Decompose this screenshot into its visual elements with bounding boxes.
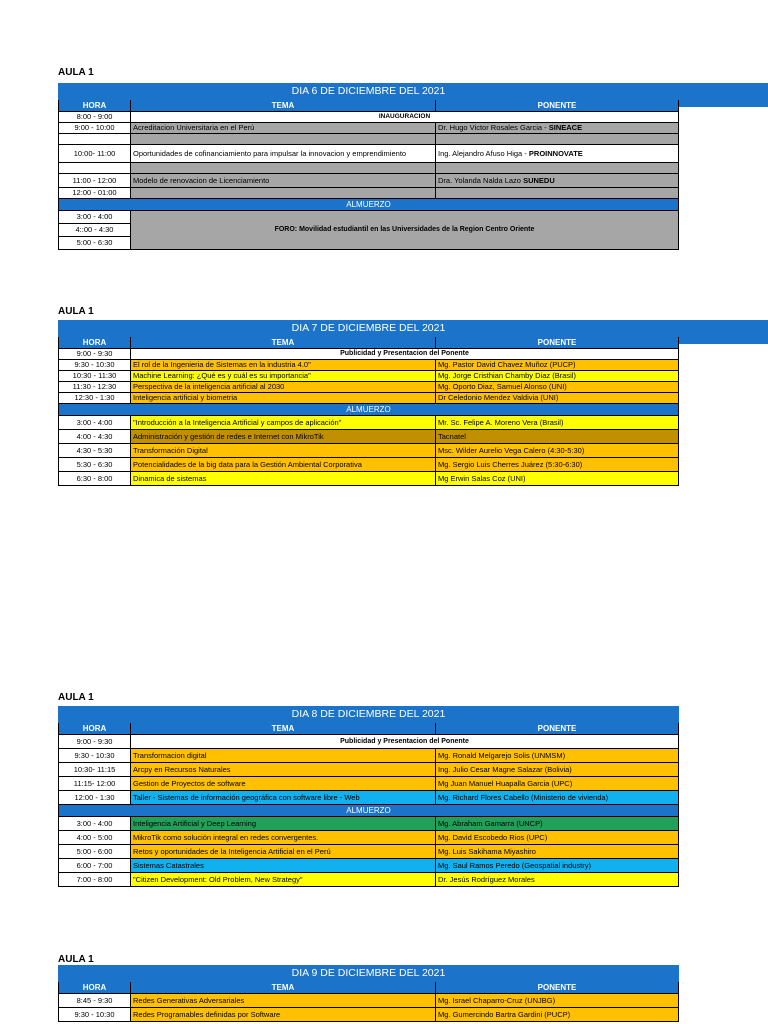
tema-cell: Publicidad y Presentacion del Ponente xyxy=(131,349,679,360)
table-row xyxy=(59,994,679,1008)
schedule-day-9 xyxy=(58,965,678,1022)
hora-cell: 11:00 - 12:00 xyxy=(59,174,131,188)
tema-cell: INAUGURACION xyxy=(131,112,679,123)
col-hora: HORA xyxy=(59,723,131,735)
col-ponente: PONENTE xyxy=(436,100,679,112)
ponente-cell: Dr. Hugo Victor Rosales Garcia - SINEACE xyxy=(436,123,679,134)
col-tema: TEMA xyxy=(131,982,436,994)
ponente-cell: Mg. Abraham Gamarra (UNCP) xyxy=(436,817,679,831)
table-row xyxy=(59,382,679,393)
hora-cell: 9:30 - 10:30 xyxy=(59,749,131,763)
ponente-cell: Tacnatel xyxy=(436,430,679,444)
header-extension-bar xyxy=(678,83,768,107)
table-row xyxy=(59,163,679,174)
hora-cell: 10:30 - 11:30 xyxy=(59,371,131,382)
col-ponente: PONENTE xyxy=(436,337,679,349)
table-row xyxy=(59,458,679,472)
ponente-cell: Ing. Julio Cesar Magne Salazar (Bolivia) xyxy=(436,763,679,777)
hora-cell: 4:30 - 5:30 xyxy=(59,444,131,458)
hora-cell: 5:30 - 6:30 xyxy=(59,458,131,472)
hora-cell: 9:00 - 9:30 xyxy=(59,349,131,360)
table-row xyxy=(59,430,679,444)
aula-label: AULA 1 xyxy=(58,306,94,317)
col-tema: TEMA xyxy=(131,723,436,735)
hora-cell: 10:30- 11:15 xyxy=(59,763,131,777)
table-row xyxy=(59,444,679,458)
table-row xyxy=(59,859,679,873)
hora-cell: 3:00 - 4:00 xyxy=(59,416,131,430)
hora-cell: 4::00 - 4:30 xyxy=(59,224,131,237)
day-title: DIA 6 DE DICIEMBRE DEL 2021 xyxy=(59,84,679,100)
ponente-cell: Mg. Israel Chaparro-Cruz (UNJBG) xyxy=(436,994,679,1008)
ponente-cell: Mg. Sergio Luis Cherres Juárez (5:30-6:30) xyxy=(436,458,679,472)
ponente-cell: Msc. Wilder Aurelio Vega Calero (4:30-5:30) xyxy=(436,444,679,458)
tema-cell: MikroTik como solución integral en redes convergentes. xyxy=(131,831,436,845)
ponente-cell: Mg. Pastor David Chavez Muñoz (PUCP) xyxy=(436,360,679,371)
hora-cell: 9:00 - 9:30 xyxy=(59,735,131,749)
tema-cell: Publicidad y Presentacion del Ponente xyxy=(131,735,679,749)
hora-cell: 11:30 - 12:30 xyxy=(59,382,131,393)
tema-cell: Gestion de Proyectos de software xyxy=(131,777,436,791)
ponente-cell: Mg. Richard Flores Cabello (Ministerio de vivienda) xyxy=(436,791,679,805)
col-tema: TEMA xyxy=(131,337,436,349)
col-tema: TEMA xyxy=(131,100,436,112)
lunch-row: ALMUERZO xyxy=(59,199,679,211)
tema-cell: Administración y gestión de redes e Internet con MikroTik xyxy=(131,430,436,444)
table-row xyxy=(59,112,679,123)
hora-cell: 12:00 - 1:30 xyxy=(59,791,131,805)
table-row xyxy=(59,416,679,430)
table-row xyxy=(59,211,679,224)
tema-cell: Inteligencia artificial y biometria xyxy=(131,393,436,404)
col-hora: HORA xyxy=(59,982,131,994)
hora-cell: 5:00 - 6:30 xyxy=(59,237,131,250)
hora-cell: 8:45 - 9:30 xyxy=(59,994,131,1008)
table-row xyxy=(59,188,679,199)
table-row xyxy=(59,371,679,382)
ponente-cell: Mg. Gumercindo Bartra Gardini (PUCP) xyxy=(436,1008,679,1022)
ponente-cell: Mg. David Escobedo Rios (UPC) xyxy=(436,831,679,845)
tema-cell: Modelo de renovacion de Licenciamiento xyxy=(131,174,436,188)
ponente-cell: Mr. Sc. Felipe A. Moreno Vera (Brasil) xyxy=(436,416,679,430)
table-row xyxy=(59,472,679,486)
col-hora: HORA xyxy=(59,100,131,112)
day-title: DIA 8 DE DICIEMBRE DEL 2021 xyxy=(59,707,679,723)
table-row xyxy=(59,360,679,371)
ponente-cell: Ing. Alejandro Afuso Higa - PROINNOVATE xyxy=(436,145,679,163)
aula-label: AULA 1 xyxy=(58,954,94,965)
ponente-cell: Dra. Yolanda Nalda Lazo SUNEDU xyxy=(436,174,679,188)
schedule-day-8 xyxy=(58,706,678,887)
table-row xyxy=(59,763,679,777)
table-row xyxy=(59,791,679,805)
ponente-cell: Mg. Jorge Cristhian Chamby Diaz (Brasil) xyxy=(436,371,679,382)
table-row xyxy=(59,393,679,404)
tema-cell: Redes Generativas Adversariales xyxy=(131,994,436,1008)
hora-cell: 8:00 - 9:00 xyxy=(59,112,131,123)
tema-cell: Potencialidades de la big data para la Gestión Ambiental Corporativa xyxy=(131,458,436,472)
ponente-cell: Mg. Ronald Melgarejo Solis (UNMSM) xyxy=(436,749,679,763)
foro-cell: FORO: Movilidad estudiantil en las Universidades de la Region Centro Oriente xyxy=(131,211,679,250)
hora-cell: 11:15- 12:00 xyxy=(59,777,131,791)
tema-cell: "Citizen Development: Old Problem, New Strategy" xyxy=(131,873,436,887)
hora-cell: 4:00 - 5:00 xyxy=(59,831,131,845)
hora-cell: 9:00 - 10:00 xyxy=(59,123,131,134)
hora-cell: 7:00 - 8:00 xyxy=(59,873,131,887)
table-row xyxy=(59,873,679,887)
ponente-cell: Dr. Jesús Rodríguez Morales xyxy=(436,873,679,887)
header-extension-bar xyxy=(678,320,768,344)
day-title: DIA 7 DE DICIEMBRE DEL 2021 xyxy=(59,321,679,337)
tema-cell: Acreditacion Universitaria en el Perú xyxy=(131,123,436,134)
ponente-cell: Mg. Oporto Diaz, Samuel Alonso (UNI) xyxy=(436,382,679,393)
tema-cell: Dinamica de sistemas xyxy=(131,472,436,486)
table-row xyxy=(59,817,679,831)
ponente-cell: Mg Erwin Salas Coz (UNI) xyxy=(436,472,679,486)
hora-cell: 9:30 - 10:30 xyxy=(59,1008,131,1022)
tema-cell: Transformación Digital xyxy=(131,444,436,458)
table-row xyxy=(59,145,679,163)
tema-cell: Machine Learning: ¿Qué es y cuál es su importancia" xyxy=(131,371,436,382)
tema-cell: "Introducción a la Inteligencia Artificial y campos de aplicación" xyxy=(131,416,436,430)
tema-cell: Taller - Sistemas de información geográfica con software libre - Web xyxy=(131,791,436,805)
table-row xyxy=(59,1008,679,1022)
table-row xyxy=(59,777,679,791)
tema-cell: Oportunidades de cofinanciamiento para impulsar la innovacion y emprendimiento xyxy=(131,145,436,163)
hora-cell: 3:00 - 4:00 xyxy=(59,817,131,831)
aula-label: AULA 1 xyxy=(58,67,94,78)
lunch-row: ALMUERZO xyxy=(59,805,679,817)
table-row xyxy=(59,735,679,749)
table-row xyxy=(59,845,679,859)
tema-cell: Arcpy en Recursos Naturales xyxy=(131,763,436,777)
hora-cell: 9:30 - 10:30 xyxy=(59,360,131,371)
lunch-row: ALMUERZO xyxy=(59,404,679,416)
table-row xyxy=(59,349,679,360)
ponente-cell: Mg. Saul Ramos Peredo (Geospatial industry) xyxy=(436,859,679,873)
schedule-day-7 xyxy=(58,320,678,486)
schedule-day-6 xyxy=(58,83,678,250)
tema-cell: Inteligencia Artificial y Deep Learning xyxy=(131,817,436,831)
tema-cell: Sistemas Catastrales xyxy=(131,859,436,873)
table-row xyxy=(59,174,679,188)
ponente-cell: Mg Juan Manuel Huapalla Garcia (UPC) xyxy=(436,777,679,791)
table-row xyxy=(59,831,679,845)
col-ponente: PONENTE xyxy=(436,723,679,735)
hora-cell: 12:30 - 1:30 xyxy=(59,393,131,404)
hora-cell: 10:00- 11:00 xyxy=(59,145,131,163)
hora-cell: 6:30 - 8:00 xyxy=(59,472,131,486)
tema-cell: Redes Programables definidas por Software xyxy=(131,1008,436,1022)
hora-cell: 4:00 - 4:30 xyxy=(59,430,131,444)
ponente-cell: Dr Celedonio Mendez Valdivia (UNI) xyxy=(436,393,679,404)
hora-cell: 3:00 - 4:00 xyxy=(59,211,131,224)
tema-cell: Perspectiva de la inteligencia artificial al 2030 xyxy=(131,382,436,393)
day-title: DIA 9 DE DICIEMBRE DEL 2021 xyxy=(59,966,679,982)
aula-label: AULA 1 xyxy=(58,692,94,703)
hora-cell: 5:00 - 6:00 xyxy=(59,845,131,859)
tema-cell: Retos y oportunidades de la Inteligencia Artificial en el Perú xyxy=(131,845,436,859)
col-hora: HORA xyxy=(59,337,131,349)
hora-cell: 6:00 - 7:00 xyxy=(59,859,131,873)
table-row xyxy=(59,749,679,763)
tema-cell: Transformacion digital xyxy=(131,749,436,763)
col-ponente: PONENTE xyxy=(436,982,679,994)
ponente-cell: Mg. Luis Sakihama Miyashiro xyxy=(436,845,679,859)
table-row xyxy=(59,123,679,134)
table-row xyxy=(59,134,679,145)
hora-cell: 12:00 - 01:00 xyxy=(59,188,131,199)
tema-cell: El rol de la Ingenieria de Sistemas en la industria 4.0" xyxy=(131,360,436,371)
